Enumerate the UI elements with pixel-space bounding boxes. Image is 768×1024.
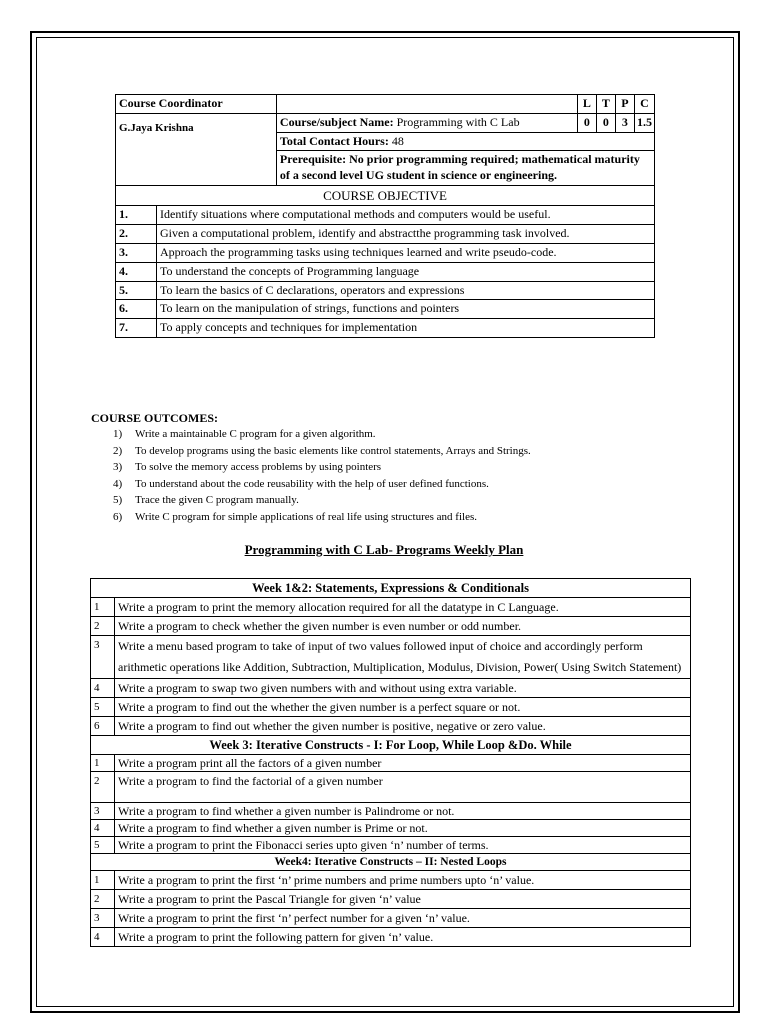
table-row bbox=[91, 717, 691, 736]
program-text: Write a program to find whether a given number is Palindrome or not. bbox=[115, 803, 691, 820]
program-text: Write a program to find whether a given number is Prime or not. bbox=[115, 820, 691, 837]
program-text: Write a program to find out whether the given number is positive, negative or zero value. bbox=[115, 717, 691, 736]
table-row bbox=[91, 617, 691, 636]
objective-text: Given a computational problem, identify and abstractthe programming task involved. bbox=[157, 225, 655, 244]
table-row bbox=[91, 820, 691, 837]
prerequisite: Prerequisite: No prior programming required; mathematical maturity of a second level UG student in science or engineering. bbox=[276, 151, 654, 186]
ltpc-label-t: T bbox=[596, 95, 615, 114]
list-item: 6) Write C program for simple applications of real life using structures and files. bbox=[113, 510, 477, 523]
objective-num: 6. bbox=[116, 300, 157, 319]
program-num: 5 bbox=[91, 698, 115, 717]
ltpc-value-c: 1.5 bbox=[634, 113, 654, 132]
objective-num: 2. bbox=[116, 225, 157, 244]
table-row bbox=[91, 909, 691, 928]
list-item: 3) To solve the memory access problems by using pointers bbox=[113, 461, 382, 473]
course-name-label: Course/subject Name: bbox=[279, 114, 394, 129]
program-num: 6 bbox=[91, 717, 115, 736]
program-text: Write a program to print the first ‘n’ perfect number for a given ‘n’ value. bbox=[115, 909, 691, 928]
objective-num: 5. bbox=[116, 281, 157, 300]
weekly-plan-table bbox=[90, 578, 691, 947]
contact-hours: 48 bbox=[391, 133, 404, 148]
program-num: 4 bbox=[91, 928, 115, 947]
ltpc-label-l: L bbox=[577, 95, 596, 114]
table-row bbox=[91, 772, 691, 803]
program-text: Write a program to print the memory allocation required for all the datatype in C Language. bbox=[115, 598, 691, 617]
table-row bbox=[91, 871, 691, 890]
objective-num: 1. bbox=[116, 206, 157, 225]
program-num: 2 bbox=[91, 772, 115, 803]
course-header-table bbox=[115, 94, 655, 338]
contact-hours-cell bbox=[276, 132, 654, 151]
program-num: 5 bbox=[91, 837, 115, 854]
week-heading: Week4: Iterative Constructs – II: Nested Loops bbox=[91, 854, 691, 871]
program-text: Write a program to print the Pascal Triangle for given ‘n’ value bbox=[115, 890, 691, 909]
program-text: Write a program to find out the whether the given number is a perfect square or not. bbox=[115, 698, 691, 717]
outcomes-list bbox=[113, 426, 531, 525]
table-row bbox=[91, 928, 691, 947]
program-text: Write a program to swap two given numbers with and without using extra variable. bbox=[115, 679, 691, 698]
program-text: Write a program print all the factors of a given number bbox=[115, 755, 691, 772]
objective-num: 3. bbox=[116, 243, 157, 262]
objective-text: Identify situations where computational methods and computers would be useful. bbox=[157, 206, 655, 225]
objective-text: To apply concepts and techniques for implementation bbox=[157, 319, 655, 338]
table-row bbox=[91, 803, 691, 820]
program-num: 1 bbox=[91, 598, 115, 617]
ltpc-label-p: P bbox=[615, 95, 634, 114]
objective-text: To learn the basics of C declarations, operators and expressions bbox=[157, 281, 655, 300]
program-num: 2 bbox=[91, 890, 115, 909]
program-num: 3 bbox=[91, 636, 115, 679]
list-item: 1) Write a maintainable C program for a given algorithm. bbox=[113, 428, 376, 440]
objective-num: 7. bbox=[116, 319, 157, 338]
list-item: 2) To develop programs using the basic elements like control statements, Arrays and Strings. bbox=[113, 444, 531, 457]
program-text: Write a program to check whether the given number is even number or odd number. bbox=[115, 617, 691, 636]
ltpc-value-t: 0 bbox=[596, 113, 615, 132]
coordinator-label: Course Coordinator bbox=[116, 95, 277, 114]
objective-text: To understand the concepts of Programming language bbox=[157, 262, 655, 281]
course-name: Programming with C Lab bbox=[396, 114, 520, 129]
program-num: 3 bbox=[91, 909, 115, 928]
course-name-cell bbox=[276, 113, 577, 132]
program-text: Write a program to print the Fibonacci series upto given ‘n’ number of terms. bbox=[115, 837, 691, 854]
table-row bbox=[91, 698, 691, 717]
list-item: 5) Trace the given C program manually. bbox=[113, 494, 299, 506]
ltpc-value-l: 0 bbox=[577, 113, 596, 132]
weekly-plan-title: Programming with C Lab- Programs Weekly Plan bbox=[244, 542, 524, 557]
program-num: 3 bbox=[91, 803, 115, 820]
program-text: Write a menu based program to take of input of two values followed input of choice and accordingly perform arithmetic operations like Addition, Subtraction, Multiplication, Modulus, Division, Power( Using Switch Statement) bbox=[115, 636, 691, 679]
contact-hours-label: Total Contact Hours: bbox=[279, 133, 389, 148]
program-num: 2 bbox=[91, 617, 115, 636]
table-row bbox=[91, 755, 691, 772]
table-row bbox=[91, 837, 691, 854]
objective-text: Approach the programming tasks using techniques learned and write pseudo-code. bbox=[157, 243, 655, 262]
table-row bbox=[91, 679, 691, 698]
ltpc-label-c: C bbox=[634, 95, 654, 114]
list-item: 4) To understand about the code reusability with the help of user defined functions. bbox=[113, 477, 489, 490]
program-text: Write a program to print the first ‘n’ prime numbers and prime numbers upto ‘n’ value. bbox=[115, 871, 691, 890]
objective-text: To learn on the manipulation of strings, functions and pointers bbox=[157, 300, 655, 319]
coordinator-name: G.Jaya Krishna bbox=[116, 113, 277, 185]
table-row bbox=[91, 598, 691, 617]
header-blank-cell bbox=[276, 95, 577, 114]
week-heading: Week 3: Iterative Constructs - I: For Loop, While Loop &Do. While bbox=[91, 736, 691, 755]
program-num: 4 bbox=[91, 679, 115, 698]
ltpc-value-p: 3 bbox=[615, 113, 634, 132]
objective-num: 4. bbox=[116, 262, 157, 281]
table-row bbox=[91, 890, 691, 909]
program-num: 1 bbox=[91, 755, 115, 772]
program-text: Write a program to find the factorial of a given number bbox=[115, 772, 691, 803]
program-num: 4 bbox=[91, 820, 115, 837]
program-num: 1 bbox=[91, 871, 115, 890]
program-text: Write a program to print the following pattern for given ‘n’ value. bbox=[115, 928, 691, 947]
outcomes-title: COURSE OUTCOMES: bbox=[91, 411, 219, 425]
table-row bbox=[91, 636, 691, 679]
objective-title: COURSE OBJECTIVE bbox=[116, 186, 655, 206]
week-heading: Week 1&2: Statements, Expressions & Conditionals bbox=[91, 579, 691, 598]
